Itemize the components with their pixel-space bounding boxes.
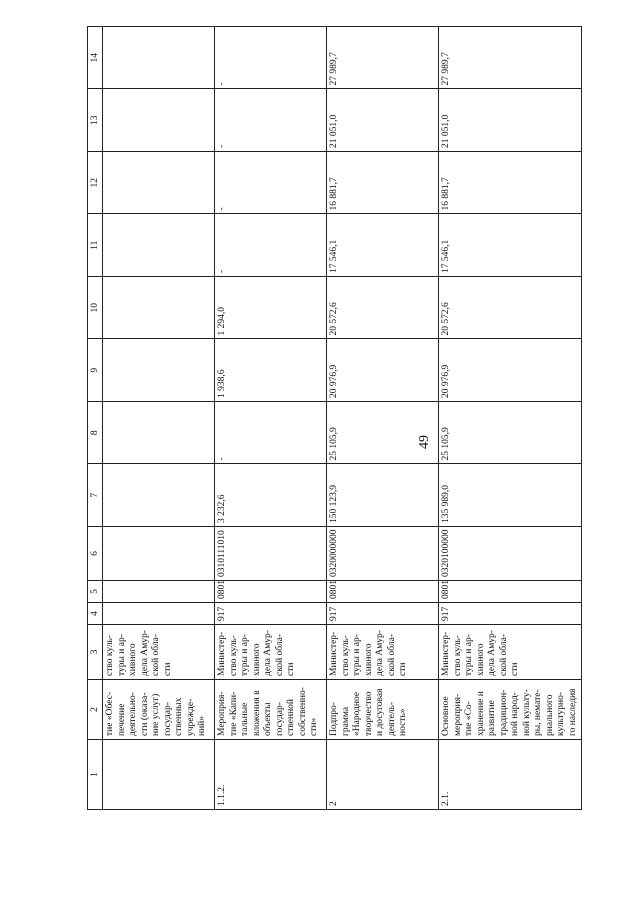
program-name-cell-line: государ- — [162, 702, 173, 736]
column-header-5: 5 — [88, 581, 103, 603]
executor-cell-line: ской обла- — [151, 633, 161, 676]
amount-cell: 16 881,7 — [327, 152, 439, 215]
program-name-cell-line: и досуговая — [375, 688, 385, 736]
program-name-cell-line: вложения в — [251, 690, 262, 736]
program-name-cell-line: грамма — [340, 706, 351, 736]
column-header-2: 2 — [88, 680, 103, 740]
executor-cell-line: дела Амур- — [487, 630, 497, 676]
executor-cell-line: туры и ар- — [240, 634, 250, 676]
amount-cell: 20 572,6 — [327, 277, 439, 340]
program-name-cell-line: го наследия — [567, 688, 578, 736]
amount-cell: 20 572,6 — [439, 277, 582, 340]
executor-cell-line: туры и ар- — [464, 634, 474, 676]
amount-cell — [103, 27, 215, 90]
program-name-cell-line: ной народ- — [510, 692, 520, 736]
column-header-13: 13 — [88, 89, 103, 152]
csr-cell: 0310111010 — [215, 527, 327, 581]
program-name-cell-line: тие «Со- — [464, 701, 474, 736]
program-name-cell-line: творчество — [363, 691, 374, 736]
amount-cell: - — [215, 152, 327, 215]
grbs-cell: 917 — [327, 603, 439, 625]
executor-cell-line: ской обла- — [274, 633, 285, 676]
amount-cell: - — [215, 402, 327, 465]
amount-cell — [103, 339, 215, 402]
executor-cell-line: дела Амур- — [375, 630, 385, 676]
row-number-cell: 1.1.2. — [215, 740, 327, 810]
amount-cell: 3 232,6 — [215, 464, 327, 527]
executor-cell-line: хивного — [128, 643, 138, 676]
program-name-cell-line: деятельно- — [128, 692, 138, 736]
executor-cell-line: ской обла- — [498, 633, 509, 676]
amount-cell: 27 989,7 — [439, 27, 582, 90]
column-header-7: 7 — [88, 464, 103, 527]
column-header-6: 6 — [88, 527, 103, 581]
amount-cell — [103, 277, 215, 340]
program-name-cell-line: развитие — [487, 700, 497, 736]
csr-cell: 0320100000 — [439, 527, 582, 581]
rz-pr-cell: 0801 — [439, 581, 582, 603]
program-name-cell-line: печение — [116, 703, 127, 736]
program-name-cell-line: сти» — [309, 717, 319, 736]
page-number: 49 — [417, 435, 432, 449]
program-name-cell-line: тальные — [240, 702, 250, 736]
column-header-11: 11 — [88, 214, 103, 277]
program-name-cell-line: учрежде- — [185, 698, 196, 736]
program-name-cell-line: объекты — [263, 702, 273, 736]
amount-cell: 21 051,0 — [439, 89, 582, 152]
table-body — [103, 27, 582, 810]
amount-cell: 16 881,7 — [439, 152, 582, 215]
column-header-8: 8 — [88, 402, 103, 465]
executor-cell-line: дела Амур- — [263, 630, 273, 676]
program-name-cell-line: ственной — [286, 698, 296, 736]
executor-cell-line: ство куль- — [340, 635, 351, 676]
column-header-3: 3 — [88, 625, 103, 680]
executor-cell-line: ской обла- — [386, 633, 397, 676]
program-name-cell-line: ность» — [398, 708, 408, 736]
amount-cell: 1 294,0 — [215, 277, 327, 340]
program-name-cell-line: государ- — [274, 702, 285, 736]
program-name-cell-line: тие «Капи- — [228, 691, 239, 736]
program-name-cell-line: хранение и — [475, 691, 486, 736]
program-name-cell-line: ственных — [174, 697, 184, 736]
program-name-cell-line: ры, немате- — [533, 689, 543, 736]
grbs-cell — [103, 603, 215, 625]
program-name-cell — [215, 680, 327, 740]
executor-cell — [327, 625, 439, 680]
amount-cell: 135 989,0 — [439, 464, 582, 527]
executor-cell-line: сти — [286, 662, 296, 676]
rz-pr-cell: 0801 — [327, 581, 439, 603]
executor-cell-line: ство куль- — [228, 635, 239, 676]
row-number-cell: 2.1. — [439, 740, 582, 810]
grbs-cell: 917 — [439, 603, 582, 625]
column-header-10: 10 — [88, 277, 103, 340]
row-number-cell — [103, 740, 215, 810]
amount-cell: - — [215, 89, 327, 152]
executor-cell-line: ство куль- — [452, 635, 463, 676]
executor-cell-line: сти — [398, 662, 408, 676]
rotated-table-container — [87, 27, 578, 810]
program-name-cell — [103, 680, 215, 740]
amount-cell: 17 546,1 — [327, 214, 439, 277]
amount-cell — [103, 464, 215, 527]
amount-cell — [103, 402, 215, 465]
executor-cell — [103, 625, 215, 680]
program-name-cell-line: ние услуг) — [151, 693, 161, 736]
amount-cell — [103, 152, 215, 215]
amount-cell: 20 976,9 — [327, 339, 439, 402]
program-name-cell-line: риального — [544, 694, 555, 736]
executor-cell-line: ство куль- — [105, 635, 115, 676]
program-name-cell-line: ний» — [197, 715, 207, 736]
budget-table — [87, 26, 582, 810]
amount-cell — [103, 214, 215, 277]
amount-cell: 25 105,9 — [439, 402, 582, 465]
table-row — [439, 27, 582, 810]
executor-cell-line: хивного — [251, 643, 262, 676]
program-name-cell-line: традицион- — [498, 689, 509, 736]
executor-cell — [215, 625, 327, 680]
column-header-12: 12 — [88, 152, 103, 215]
table-row — [327, 27, 439, 810]
amount-cell: - — [215, 27, 327, 90]
executor-cell-line: Министер- — [217, 631, 227, 676]
column-header-4: 4 — [88, 603, 103, 625]
executor-cell-line: сти — [510, 662, 520, 676]
program-name-cell-line: Основное — [441, 696, 451, 736]
column-header-1: 1 — [88, 740, 103, 810]
amount-cell: 27 989,7 — [327, 27, 439, 90]
rz-pr-cell — [103, 581, 215, 603]
column-header-14: 14 — [88, 27, 103, 90]
executor-cell-line: дела Амур- — [139, 630, 150, 676]
program-name-cell — [439, 680, 582, 740]
program-name-cell-line: Подпро- — [329, 702, 339, 736]
csr-cell: 0320000000 — [327, 527, 439, 581]
executor-cell-line: Министер- — [441, 631, 451, 676]
amount-cell: 20 976,9 — [439, 339, 582, 402]
program-name-cell-line: тие «Обес- — [105, 692, 115, 736]
amount-cell: 25 105,9 — [327, 402, 439, 465]
amount-cell — [103, 89, 215, 152]
executor-cell-line: хивного — [475, 643, 486, 676]
amount-cell: - — [215, 214, 327, 277]
amount-cell: 150 123,9 — [327, 464, 439, 527]
row-number-cell: 2 — [327, 740, 439, 810]
executor-cell — [439, 625, 582, 680]
program-name-cell-line: деятель- — [386, 701, 397, 736]
executor-cell-line: Министер- — [329, 631, 339, 676]
program-name-cell-line: культурно- — [556, 691, 566, 736]
executor-cell-line: туры и ар- — [116, 634, 127, 676]
program-name-cell-line: ной культу- — [521, 689, 532, 736]
program-name-cell-line: мероприя- — [452, 693, 463, 736]
executor-cell-line: туры и ар- — [352, 634, 362, 676]
program-name-cell-line: сти (оказа- — [139, 692, 150, 736]
column-header-9: 9 — [88, 339, 103, 402]
executor-cell-line: сти — [162, 662, 173, 676]
amount-cell: 21 051,0 — [327, 89, 439, 152]
program-name-cell-line: Мероприя- — [217, 691, 227, 736]
program-name-cell — [327, 680, 439, 740]
amount-cell: 17 546,1 — [439, 214, 582, 277]
header-row — [88, 27, 103, 810]
grbs-cell: 917 — [215, 603, 327, 625]
rz-pr-cell: 0801 — [215, 581, 327, 603]
table-row — [103, 27, 215, 810]
program-name-cell-line: «Народное — [352, 691, 362, 736]
amount-cell: 1 938,6 — [215, 339, 327, 402]
program-name-cell-line: собственно- — [297, 687, 308, 736]
csr-cell — [103, 527, 215, 581]
table-row — [215, 27, 327, 810]
executor-cell-line: хивного — [363, 643, 374, 676]
